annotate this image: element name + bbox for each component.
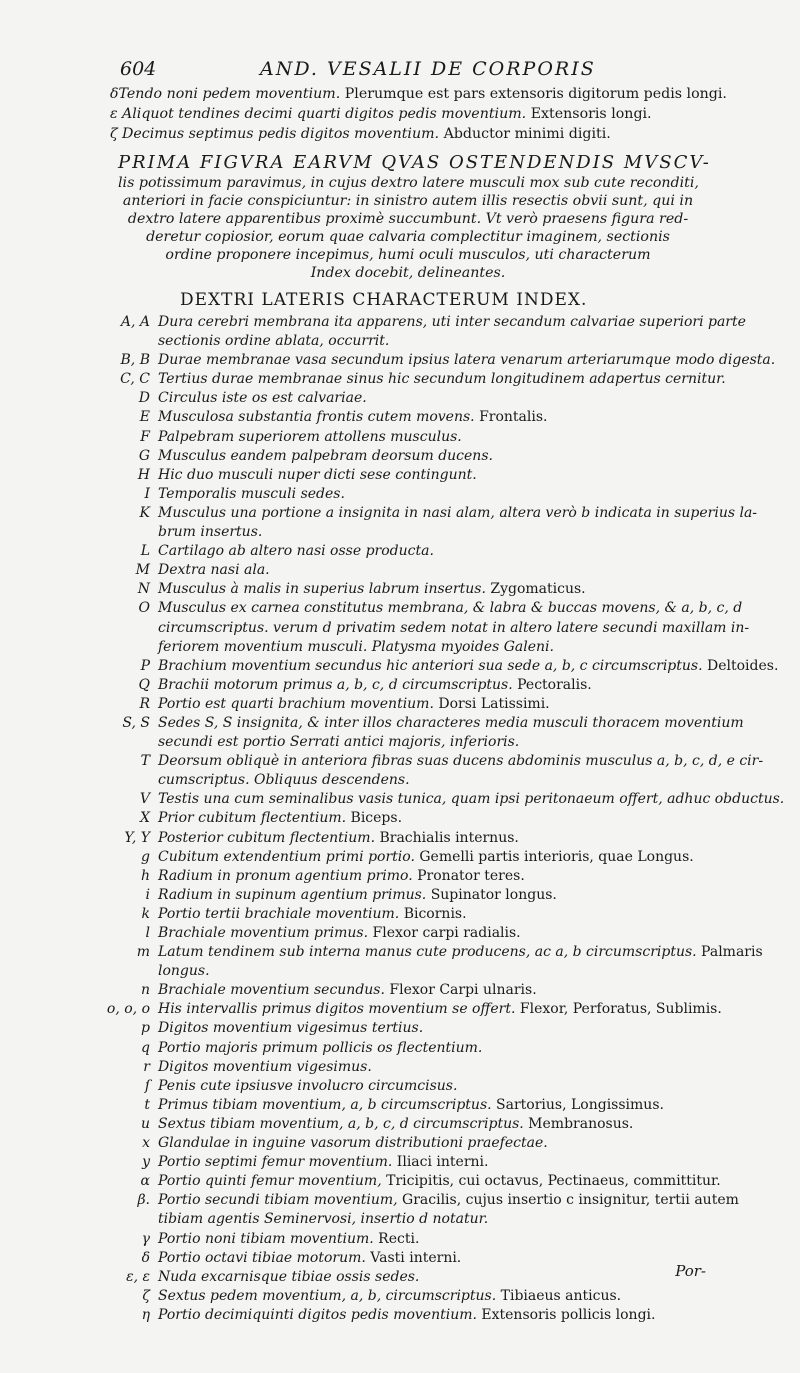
- entry-continuation: longus.: [158, 963, 210, 980]
- entry-text: [158, 1172, 721, 1191]
- entry-label: m: [136, 944, 150, 961]
- page-header: [120, 58, 680, 80]
- entry-label: T: [140, 753, 150, 770]
- figure-text-line: ordine proponere incepimus, humi oculi musculos, uti characterum: [165, 247, 651, 263]
- entry-label: n: [140, 982, 150, 999]
- entry-text: [158, 676, 708, 695]
- figure-text-line: lis potissimum paravimus, in cujus dextro latere musculi mox sub cute reconditi,: [118, 175, 699, 191]
- entry-italic: Hic duo musculi nuper dicti sese contingunt.: [158, 466, 477, 483]
- entry-italic: Sedes S, S insignita, & inter illos characteres media musculi thoracem moventium: [158, 714, 744, 731]
- entry-text: [158, 1115, 708, 1134]
- index-entry: [88, 924, 708, 943]
- intro-mark: ζ: [110, 126, 118, 142]
- entry-label: O: [138, 600, 150, 617]
- entry-italic: Brachiale moventium primus.: [158, 925, 369, 941]
- entry-italic: Circulus iste os est calvariae.: [158, 390, 367, 407]
- entry-label: I: [144, 485, 150, 502]
- entry-italic: Brachiale moventium secundus.: [158, 982, 385, 999]
- entry-roman: Pronator teres.: [412, 867, 525, 884]
- entry-text: [158, 580, 708, 599]
- entry-label: x: [142, 1135, 150, 1152]
- entry-text: [158, 1058, 708, 1077]
- entry-roman: Flexor, Perforatus, Sublimis.: [515, 1001, 722, 1018]
- entry-text: [158, 428, 708, 447]
- index-entry: [88, 1000, 722, 1019]
- index-entry: [88, 599, 743, 618]
- entry-label: g: [141, 848, 150, 865]
- intro-mark: ε: [110, 106, 118, 122]
- entry-roman: Pectoralis.: [512, 676, 592, 693]
- entry-italic: Sextus tibiam moventium, a, b, c, d circumscriptus.: [158, 1115, 524, 1132]
- entry-label: C, C: [120, 371, 150, 388]
- entry-roman: Membranosus.: [523, 1115, 634, 1132]
- entry-italic: Digitos moventium vigesimus tertius.: [158, 1020, 424, 1037]
- intro-mark: δ: [110, 86, 119, 102]
- entry-label: V: [139, 791, 150, 808]
- entry-roman: Extensoris pollicis longi.: [476, 1306, 656, 1323]
- entry-label: u: [140, 1115, 150, 1132]
- entry-italic: Portio octavi tibiae motorum.: [158, 1249, 366, 1266]
- entry-text: [158, 504, 757, 523]
- entry-italic: Dura cerebri membrana ita apparens, uti inter secandum calvariae superiori parte: [158, 314, 746, 330]
- entry-label: η: [141, 1306, 150, 1323]
- entry-italic: Portio est quarti brachium moventium.: [158, 695, 434, 712]
- entry-italic: Tertius durae membranae sinus hic secundum longitudinem adapertus cernitur.: [158, 371, 726, 388]
- entry-text: [158, 466, 708, 485]
- entry-italic: Brachium moventium secundus hic anteriori sua sede a, b, c circumscriptus.: [158, 657, 703, 674]
- entry-label: ſ: [144, 1077, 150, 1094]
- page-number: 604: [120, 58, 157, 80]
- index-entry: [88, 790, 785, 809]
- entry-italic: Palpebram superiorem attollens musculus.: [158, 428, 462, 445]
- entry-italic: Primus tibiam moventium, a, b circumscriptus.: [158, 1096, 492, 1113]
- entry-continuation: feriorem moventium musculi. Platysma myoides Galeni.: [158, 638, 554, 655]
- index-entry: [88, 1153, 708, 1172]
- entry-text: [158, 867, 708, 886]
- entry-label: E: [139, 409, 150, 426]
- index-entry: [88, 657, 779, 676]
- entry-italic: Musculus ex carnea constitutus membrana, & labra & buccas movens, & a, b, c, d: [158, 600, 743, 617]
- entry-label: δ: [141, 1249, 150, 1266]
- entry-text: [158, 1191, 739, 1210]
- entry-italic: Digitos moventium vigesimus.: [158, 1058, 372, 1075]
- intro-roman: Plerumque est pars extensoris digitorum pedis longi.: [340, 86, 727, 102]
- entry-roman: Tricipitis, cui octavus, Pectinaeus, committitur.: [381, 1173, 721, 1190]
- entry-text: [158, 848, 708, 867]
- figure-title: PRIMA FIGVRA EARVM QVAS OSTENDENDIS MVSCV-: [118, 152, 711, 173]
- entry-label: r: [143, 1058, 150, 1075]
- entry-italic: Portio noni tibiam moventium.: [158, 1230, 374, 1247]
- entry-italic: Temporalis musculi sedes.: [158, 485, 345, 502]
- index-entry: [88, 1287, 708, 1306]
- running-title: AND. VESALII DE CORPORIS: [260, 58, 596, 80]
- entry-italic: Sextus pedem moventium, a, b, circumscriptus.: [158, 1287, 497, 1304]
- index-entry: [88, 809, 708, 828]
- entry-text: [158, 389, 708, 408]
- entry-label: q: [141, 1039, 150, 1056]
- catchword: Por-: [675, 1262, 706, 1280]
- entry-label: α: [140, 1173, 150, 1190]
- intro-text: [122, 104, 652, 124]
- entry-label: F: [140, 428, 150, 445]
- entry-italic: Testis una cum seminalibus vasis tunica, quam ipsi peritonaeum offert, adhuc obductus.: [158, 791, 785, 808]
- entry-roman: Supinator longus.: [426, 886, 557, 903]
- entry-text: [158, 752, 763, 771]
- entry-text: [158, 485, 708, 504]
- index-entry: [88, 1039, 708, 1058]
- entry-text: [158, 905, 708, 924]
- entry-italic: Radium in pronum agentium primo.: [158, 867, 413, 884]
- entry-italic: Dextra nasi ala.: [158, 562, 270, 579]
- entry-roman: Tibiaeus anticus.: [496, 1287, 622, 1304]
- entry-label: k: [141, 905, 150, 922]
- index-entry: [88, 1230, 708, 1249]
- index-entry: [88, 485, 708, 504]
- entry-text: [158, 1096, 708, 1115]
- entry-roman: Zygomaticus.: [485, 581, 586, 598]
- entry-text: [158, 1249, 708, 1268]
- entry-text: [158, 924, 708, 943]
- entry-roman: Biceps.: [346, 810, 403, 827]
- index-entry: [88, 1249, 708, 1268]
- entry-text: [158, 561, 708, 580]
- entry-label: o, o, o: [106, 1001, 150, 1018]
- entry-text: [158, 714, 744, 733]
- entry-italic: Brachii motorum primus a, b, c, d circumscriptus.: [158, 676, 513, 693]
- entry-label: M: [135, 562, 150, 579]
- entry-label: K: [139, 504, 150, 521]
- index-entry: [88, 714, 744, 733]
- entry-continuation: secundi est portio Serrati antici majoris, inferioris.: [158, 734, 520, 751]
- index-entry: [88, 981, 708, 1000]
- figure-description: [118, 152, 711, 282]
- index-entry: [88, 1096, 708, 1115]
- index-entry: [88, 886, 708, 905]
- entry-label: ε, ε: [126, 1268, 150, 1285]
- index-entry: [88, 504, 758, 523]
- entry-label: y: [142, 1154, 150, 1171]
- index-entry: [88, 466, 708, 485]
- entry-italic: Portio septimi femur moventium.: [158, 1154, 393, 1171]
- entry-label: Q: [138, 676, 150, 693]
- entry-roman: Palmaris: [696, 944, 763, 961]
- index-entry: [88, 1172, 721, 1191]
- entry-label: t: [144, 1096, 150, 1113]
- entry-roman: Flexor Carpi ulnaris.: [384, 982, 537, 999]
- index-entry: [88, 542, 708, 561]
- intro-text: [122, 124, 611, 144]
- entry-text: [158, 1134, 708, 1153]
- entry-text: [158, 1287, 708, 1306]
- entry-label: ζ: [142, 1287, 150, 1304]
- entry-italic: Musculosa substantia frontis cutem movens.: [158, 409, 475, 426]
- entry-label: Y, Y: [124, 829, 150, 846]
- index-entry: [88, 313, 746, 332]
- entry-italic: Durae membranae vasa secundum ipsius latera venarum arteriarumque modo digesta.: [158, 352, 776, 369]
- index-entry: [88, 428, 708, 447]
- entry-text: [158, 1153, 708, 1172]
- entry-label: P: [140, 657, 150, 674]
- index-entry: [88, 943, 763, 962]
- entry-italic: Cartilago ab altero nasi osse producta.: [158, 543, 434, 560]
- entry-label: A, A: [120, 314, 150, 330]
- index-entry: [88, 370, 726, 389]
- bleed-through-text: [682, 90, 792, 1290]
- entry-roman: Vasti interni.: [365, 1249, 462, 1266]
- entry-label: S, S: [122, 714, 150, 731]
- entry-italic: Glandulae in inguine vasorum distributioni praefectae.: [158, 1135, 548, 1152]
- figure-text-line: dextro latere apparentibus proximè succumbunt. Vt verò praesens figura red-: [127, 211, 689, 227]
- entry-label: D: [138, 390, 150, 407]
- entry-italic: Posterior cubitum flectentium.: [158, 829, 376, 846]
- entry-continuation: tibiam agentis Seminervosi, insertio d notatur.: [158, 1211, 489, 1228]
- entry-text: [158, 809, 708, 828]
- entry-text: [158, 408, 708, 427]
- intro-roman: Extensoris longi.: [526, 106, 652, 122]
- intro-italic: Aliquot tendines decimi quarti digitos pedis moventium.: [122, 106, 527, 122]
- index-entry: [88, 695, 708, 714]
- entry-italic: Cubitum extendentium primi portio.: [158, 848, 415, 865]
- entry-text: [158, 1019, 708, 1038]
- entry-text: [158, 1039, 708, 1058]
- entry-text: [158, 1230, 708, 1249]
- entry-italic: Musculus eandem palpebram deorsum ducens.: [158, 447, 493, 464]
- entry-continuation: brum insertus.: [158, 524, 263, 541]
- entry-text: [158, 313, 746, 332]
- index-entry: [88, 1019, 708, 1038]
- index-entry: [88, 1058, 708, 1077]
- entry-continuation: circumscriptus. verum d privatim sedem notat in altero latere secundi maxillam in-: [158, 619, 750, 636]
- index-entry: [88, 848, 708, 867]
- entry-text: [158, 981, 708, 1000]
- entry-roman: Sartorius, Longissimus.: [491, 1096, 664, 1113]
- entry-label: p: [141, 1020, 150, 1037]
- intro-text: [119, 84, 727, 104]
- entry-text: [158, 695, 708, 714]
- entry-italic: Penis cute ipsiusve involucro circumcisus.: [158, 1077, 458, 1094]
- entry-text: [158, 542, 708, 561]
- entry-italic: His intervallis primus digitos moventium se offert.: [158, 1001, 516, 1018]
- figure-text-line: Index docebit, delineantes.: [310, 265, 506, 281]
- entry-text: [158, 447, 708, 466]
- index-entry: [88, 1268, 708, 1287]
- entry-italic: Musculus à malis in superius labrum insertus.: [158, 581, 486, 598]
- index-entry: [88, 1134, 708, 1153]
- entry-italic: Radium in supinum agentium primus.: [158, 886, 427, 903]
- entry-roman: Iliaci interni.: [392, 1154, 489, 1171]
- index-entry: [88, 829, 708, 848]
- entry-italic: Nuda excarnisque tibiae ossis sedes.: [158, 1268, 420, 1285]
- entry-text: [158, 829, 708, 848]
- entry-roman: Brachialis internus.: [375, 829, 519, 846]
- index-entry: [88, 408, 708, 427]
- entry-roman: Frontalis.: [474, 409, 548, 426]
- entry-italic: Prior cubitum flectentium.: [158, 810, 347, 827]
- index-entry: [88, 580, 708, 599]
- entry-label: l: [145, 925, 150, 941]
- entry-label: β.: [137, 1192, 150, 1209]
- intro-entries: [110, 84, 727, 144]
- entry-italic: Portio decimiquinti digitos pedis moventium.: [158, 1306, 477, 1323]
- entry-continuation: cumscriptus. Obliquus descendens.: [158, 772, 410, 789]
- entry-roman: Flexor carpi radialis.: [368, 925, 521, 941]
- index-entry: [88, 1077, 708, 1096]
- entry-label: H: [137, 466, 150, 483]
- entry-text: [158, 1268, 708, 1287]
- entry-text: [158, 1077, 708, 1096]
- entry-text: [158, 370, 726, 389]
- index-entry: [88, 1306, 708, 1325]
- index-entry: [88, 1191, 739, 1210]
- character-index-list: [88, 313, 785, 1325]
- intro-roman: Abductor minimi digiti.: [439, 126, 611, 142]
- intro-row: [110, 124, 690, 144]
- entry-label: B, B: [120, 352, 150, 369]
- intro-row: [110, 84, 727, 104]
- entry-label: L: [140, 543, 150, 560]
- entry-roman: Gemelli partis interioris, quae Longus.: [414, 848, 694, 865]
- index-entry: [88, 389, 708, 408]
- entry-label: R: [139, 695, 150, 712]
- entry-italic: Portio secundi tibiam moventium,: [158, 1192, 398, 1209]
- entry-italic: Deorsum obliquè in anteriora fibras suas ducens abdominis musculus a, b, c, d, e cir-: [158, 753, 764, 770]
- intro-row: [110, 104, 690, 124]
- index-entry: [88, 351, 776, 370]
- entry-text: [158, 943, 763, 962]
- entry-italic: Portio tertii brachiale moventium.: [158, 905, 400, 922]
- index-entry: [88, 867, 708, 886]
- index-entry: [88, 905, 708, 924]
- entry-label: G: [138, 447, 150, 464]
- intro-italic: Tendo noni pedem moventium.: [118, 86, 341, 102]
- entry-label: X: [140, 810, 150, 827]
- entry-italic: Portio quinti femur moventium,: [158, 1173, 382, 1190]
- index-heading: DEXTRI LATERIS CHARACTERUM INDEX.: [180, 290, 588, 310]
- entry-roman: Recti.: [373, 1230, 420, 1247]
- entry-roman: Dorsi Latissimi.: [433, 695, 550, 712]
- entry-text: [158, 599, 742, 618]
- index-entry: [88, 561, 708, 580]
- entry-italic: Portio majoris primum pollicis os flectentium.: [158, 1039, 483, 1056]
- index-entry: [88, 752, 764, 771]
- index-entry: [88, 676, 708, 695]
- index-entry: [88, 1115, 708, 1134]
- index-entry: [88, 447, 708, 466]
- entry-roman: Deltoides.: [702, 657, 779, 674]
- figure-text-line: anteriori in facie conspiciuntur: in sinistro autem illis resectis obvii sunt, qui in: [122, 193, 694, 209]
- entry-continuation: sectionis ordine ablata, occurrit.: [158, 333, 390, 350]
- figure-text-line: deretur copiosior, eorum quae calvaria complectitur imaginem, sectionis: [146, 229, 670, 245]
- entry-label: γ: [141, 1230, 150, 1247]
- entry-label: N: [137, 581, 150, 598]
- entry-text: [158, 886, 708, 905]
- entry-roman: Gracilis, cujus insertio c insignitur, tertii autem: [397, 1192, 739, 1209]
- entry-roman: Bicornis.: [399, 905, 467, 922]
- entry-label: i: [145, 886, 150, 903]
- entry-italic: Musculus una portione a insignita in nasi alam, altera verò b indicata in superius la-: [158, 504, 758, 521]
- entry-text: [158, 1306, 708, 1325]
- entry-text: [158, 1000, 722, 1019]
- intro-italic: Decimus septimus pedis digitos moventium.: [122, 126, 440, 142]
- entry-italic: Latum tendinem sub interna manus cute producens, ac a, b circumscriptus.: [158, 944, 697, 961]
- entry-label: h: [140, 867, 150, 884]
